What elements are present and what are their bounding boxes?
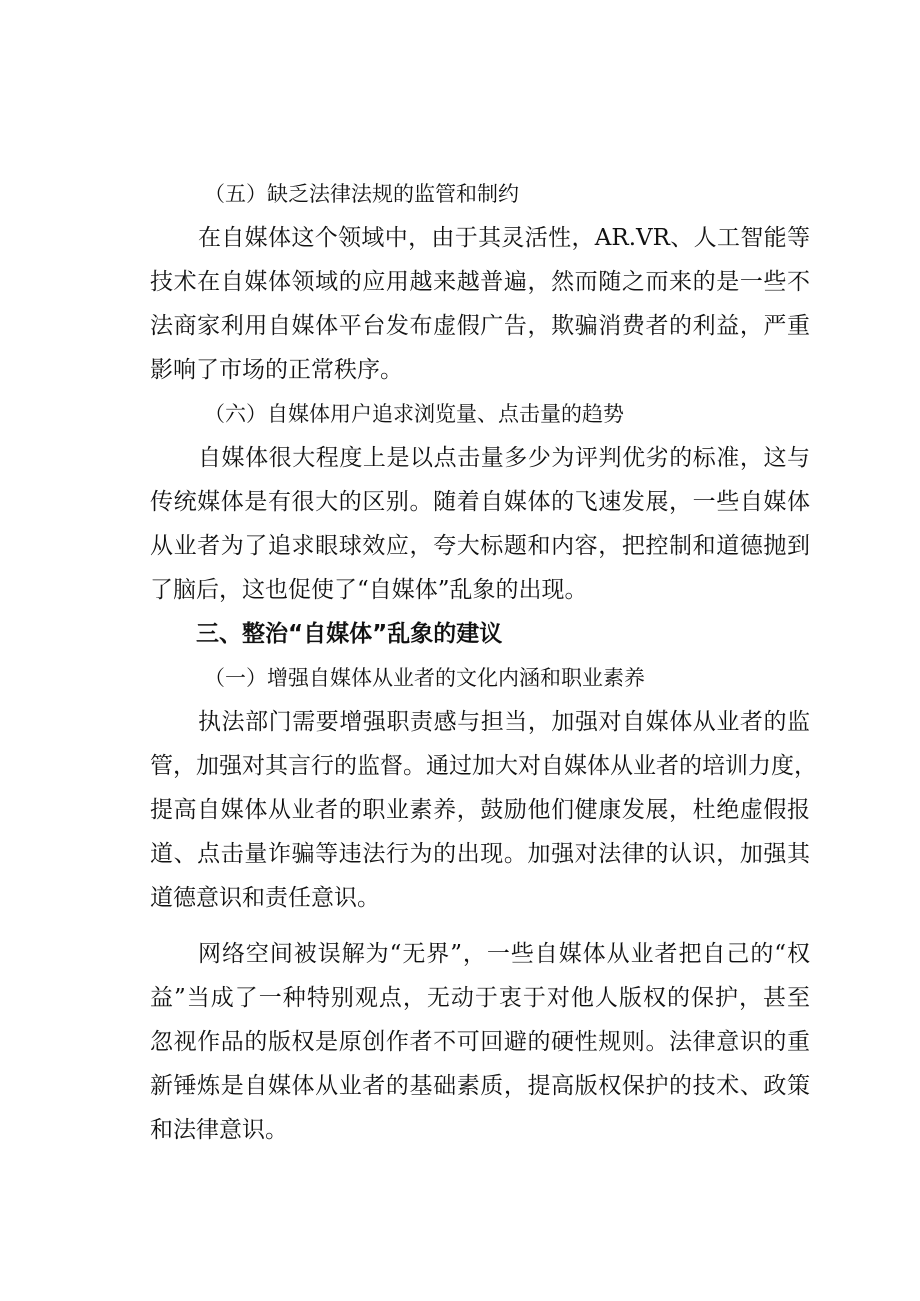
- paragraph-line: 道德意识和责任意识。: [150, 885, 380, 911]
- subheading-1: （一）增强自媒体从业者的文化内涵和职业素养: [204, 666, 645, 690]
- paragraph-line: 益”当成了一种特别观点，无动于衷于对他人版权的保护，甚至: [150, 985, 810, 1011]
- paragraph-line: 和法律意识。: [150, 1117, 288, 1143]
- paragraph-line: 影响了市场的正常秩序。: [150, 357, 403, 383]
- paragraph: [150, 216, 810, 392]
- document-body: [150, 160, 817, 1152]
- section-heading: 三、整治“自媒体”乱象的建议: [196, 621, 503, 647]
- paragraph-line: 在自媒体这个领域中，由于其灵活性，AR.VR、人工智能等: [198, 225, 810, 251]
- subheading-5: （五）缺乏法律法规的监管和制约: [204, 182, 519, 206]
- paragraph-line: 执法部门需要增强职责感与担当，加强对自媒体从业者的监: [198, 709, 810, 735]
- paragraph-line: 网络空间被误解为“无界”，一些自媒体从业者把自己的“权: [198, 941, 810, 967]
- paragraph-line: 传统媒体是有很大的区别。随着自媒体的飞速发展，一些自媒体: [150, 489, 810, 515]
- paragraph-line: 道、点击量诈骗等违法行为的出现。加强对法律的认识，加强其: [150, 841, 810, 867]
- paragraph-line: 提高自媒体从业者的职业素养，鼓励他们健康发展，杜绝虚假报: [150, 797, 810, 823]
- paragraph-line: 技术在自媒体领域的应用越来越普遍，然而随之而来的是一些不: [150, 269, 810, 295]
- paragraph-line: 了脑后，这也促使了“自媒体”乱象的出现。: [150, 577, 588, 603]
- paragraph: [150, 436, 810, 612]
- paragraph: [150, 932, 810, 1152]
- paragraph-line: 自媒体很大程度上是以点击量多少为评判优劣的标准，这与: [198, 445, 810, 471]
- paragraph: [150, 700, 817, 920]
- paragraph-line: 法商家利用自媒体平台发布虚假广告，欺骗消费者的利益，严重: [150, 313, 810, 339]
- paragraph-line: 新锤炼是自媒体从业者的基础素质，提高版权保护的技术、政策: [150, 1073, 810, 1099]
- subheading-6: （六）自媒体用户追求浏览量、点击量的趋势: [204, 402, 624, 426]
- paragraph-line: 从业者为了追求眼球效应，夸大标题和内容，把控制和道德抛到: [150, 533, 810, 559]
- paragraph-line: 管，加强对其言行的监督。通过加大对自媒体从业者的培训力度，: [150, 753, 817, 779]
- paragraph-line: 忽视作品的版权是原创作者不可回避的硬性规则。法律意识的重: [150, 1029, 810, 1055]
